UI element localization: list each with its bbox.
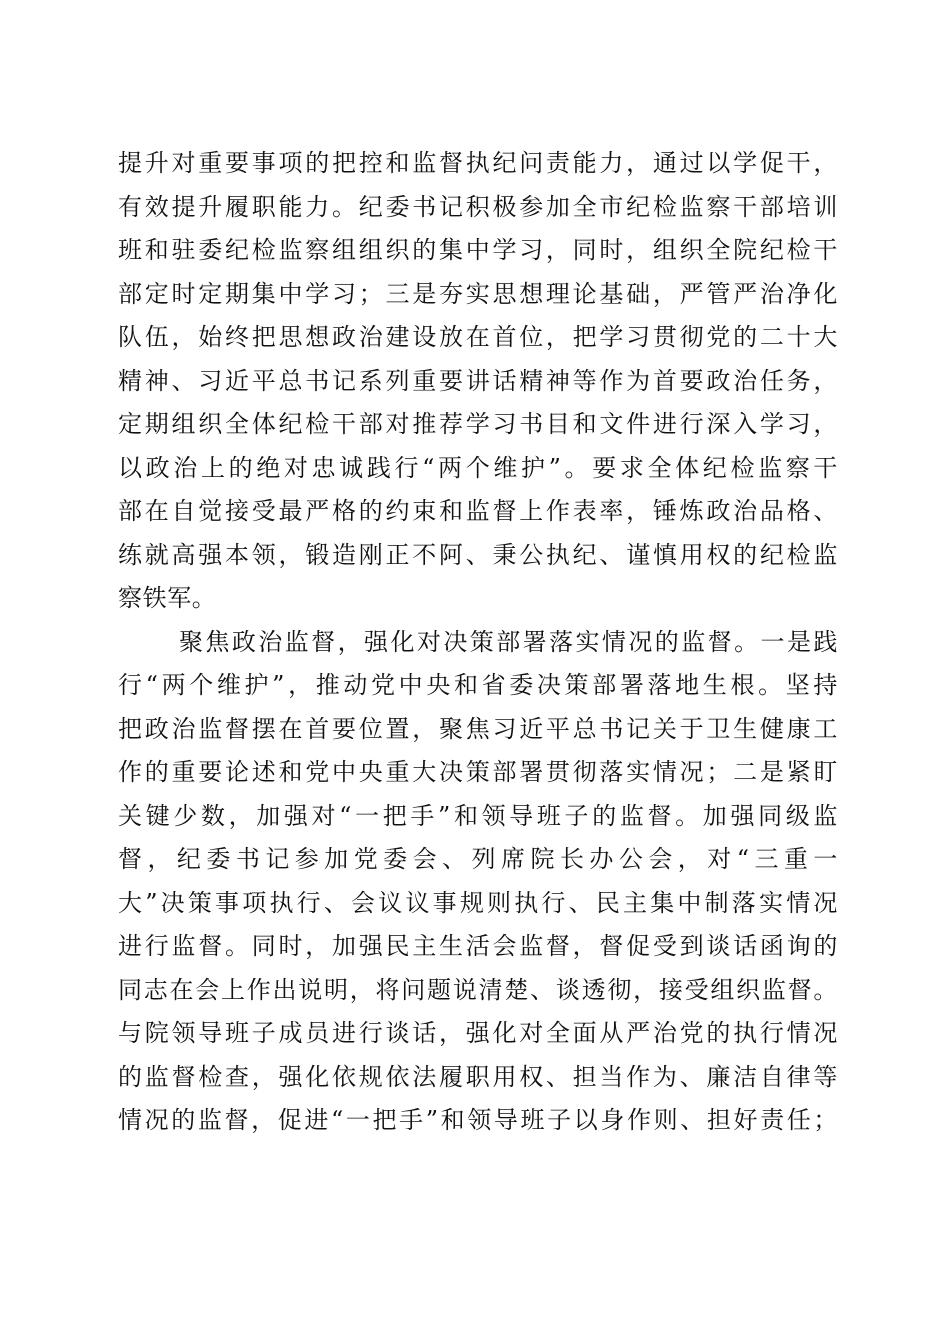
text-line: 部在自觉接受最严格的约束和监督上作表率，锤炼政治品格、: [118, 497, 838, 525]
text-line: 队伍，始终把思想政治建设放在首位，把学习贯彻党的二十大: [118, 323, 838, 351]
text-line: 作的重要论述和党中央重大决策部署贯彻落实情况；二是紧盯: [118, 758, 838, 786]
text-line: 班和驻委纪检监察组组织的集中学习，同时，组织全院纪检干: [118, 236, 838, 264]
paragraph-first-line: 聚焦政治监督，强化对决策部署落实情况的监督。一是践: [179, 627, 838, 656]
text-line: 精神、习近平总书记系列重要讲话精神等作为首要政治任务，: [118, 366, 838, 395]
text-line: 提升对重要事项的把控和监督执纪问责能力，通过以学促干，: [118, 149, 838, 177]
text-line: 部定时定期集中学习；三是夯实思想理论基础，严管严治净化: [118, 279, 838, 308]
text-line: 察铁军。: [118, 584, 217, 612]
text-line: 与院领导班子成员进行谈话，强化对全面从严治党的执行情况: [118, 1019, 838, 1047]
text-line: 行“两个维护”，推动党中央和省委决策部署落地生根。坚持: [118, 671, 838, 699]
text-line: 以政治上的绝对忠诚践行“两个维护”。要求全体纪检监察干: [118, 453, 838, 482]
text-line: 进行监督。同时，加强民主生活会监督，督促受到谈话函询的: [118, 932, 838, 960]
text-line: 大”决策事项执行、会议议事规则执行、民主集中制落实情况: [118, 888, 838, 917]
text-line: 同志在会上作出说明，将问题说清楚、谈透彻，接受组织监督。: [118, 975, 838, 1004]
text-line: 督，纪委书记参加党委会、列席院长办公会，对“三重一: [118, 845, 838, 873]
text-line: 把政治监督摆在首要位置，聚焦习近平总书记关于卫生健康工: [118, 714, 838, 743]
text-line: 练就高强本领，锻造刚正不阿、秉公执纪、谨慎用权的纪检监: [118, 540, 838, 569]
text-line: 定期组织全体纪检干部对推荐学习书目和文件进行深入学习，: [118, 410, 838, 438]
body-text: [118, 142, 838, 1143]
text-line: 情况的监督，促进“一把手”和领导班子以身作则、担好责任；: [118, 1106, 838, 1134]
text-line: 关键少数，加强对“一把手”和领导班子的监督。加强同级监: [118, 801, 838, 830]
text-line: 的监督检查，强化依规依法履职用权、担当作为、廉洁自律等: [118, 1062, 838, 1091]
text-line: 有效提升履职能力。纪委书记积极参加全市纪检监察干部培训: [118, 192, 838, 221]
